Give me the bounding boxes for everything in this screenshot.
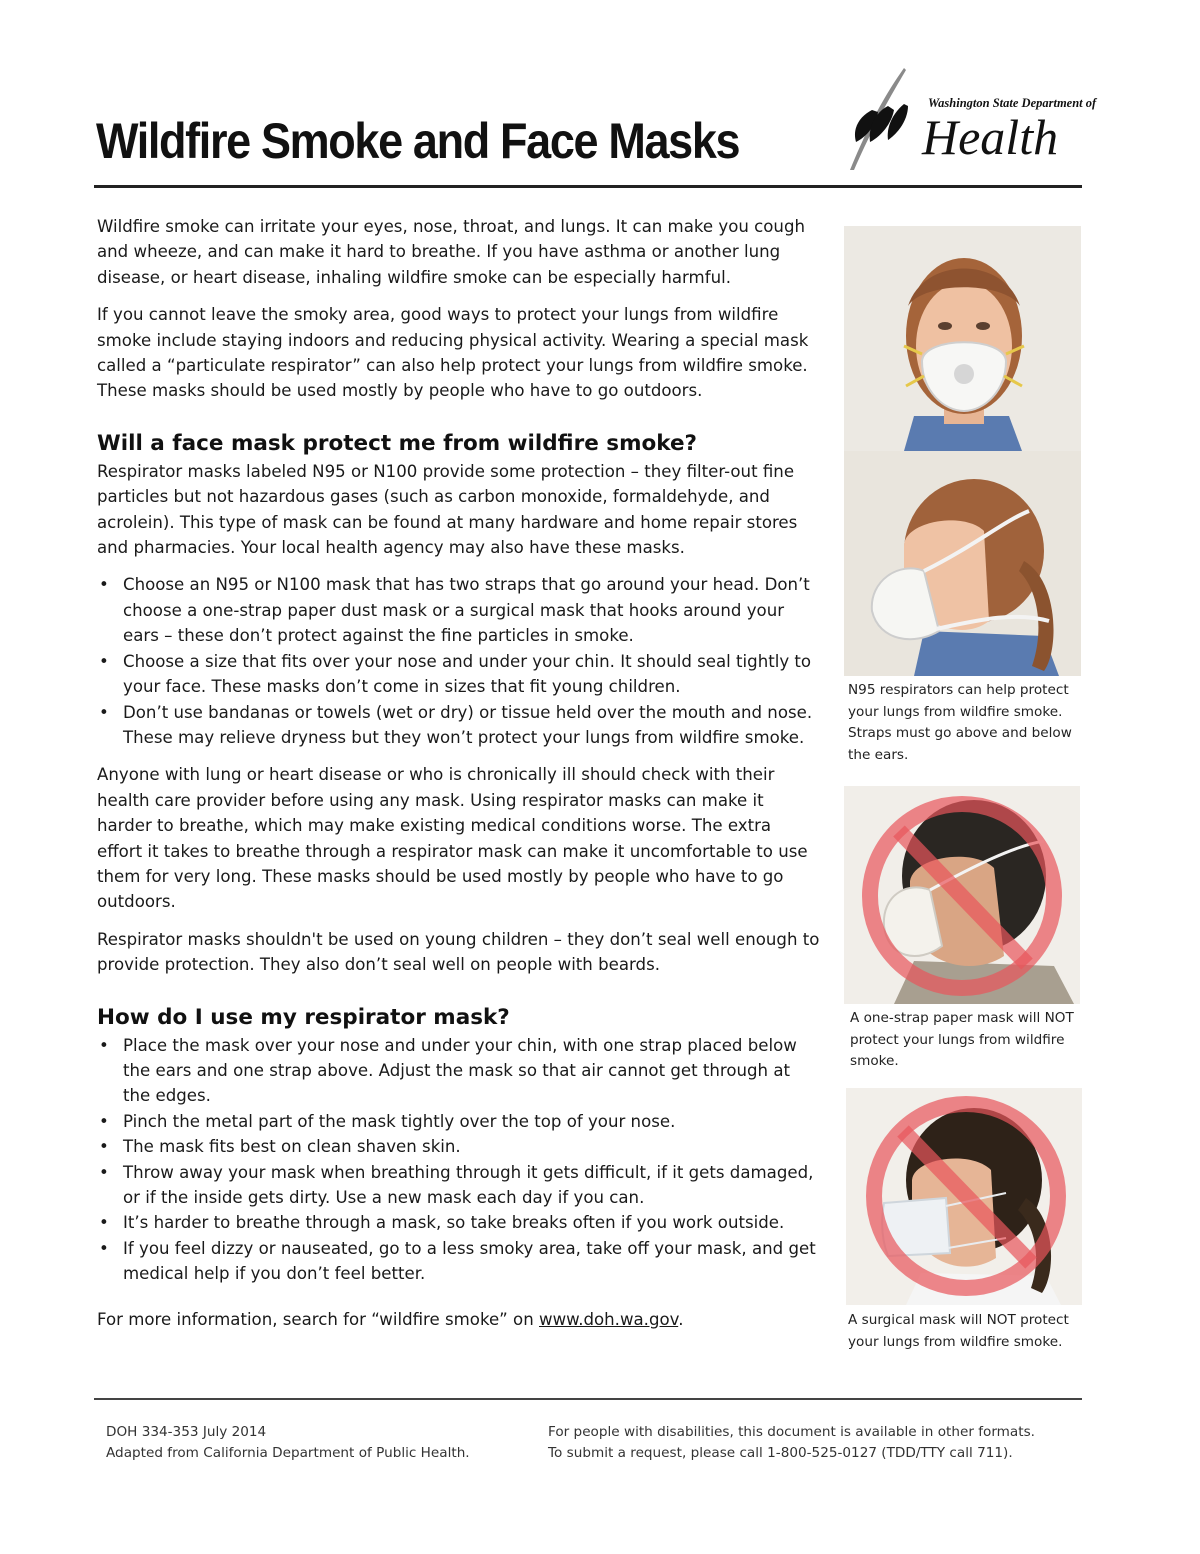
more-info-line: For more information, search for “wildfire smoke” on www.doh.wa.gov. [97,1309,684,1329]
photo-one-strap-prohibited [844,786,1080,1004]
feather-logo-icon [842,66,932,176]
photo-n95-front [844,226,1081,451]
caption-surgical: A surgical mask will NOT protect your lungs from wildfire smoke. [848,1312,1069,1350]
list-item: • Choose an N95 or N100 mask that has two straps that go around your head. Don’t choose a one-strap paper dust mask or a surgical mask that hooks around your ears – these don’t protect against the fine particles in smoke. [97,572,821,648]
list-item: • Choose a size that fits over your nose and under your chin. It should seal tightly to your face. These masks don’t come in sizes that fit young children. [97,649,821,700]
document-id: DOH 334-353 July 2014 [106,1424,267,1440]
intro-paragraph-2: If you cannot leave the smoky area, good ways to protect your lungs from wildfire smoke include staying indoors and reducing physical activity. Wearing a special mask called a “particulate respirator” can also help protect your lungs from wildfire smoke. These masks should be used mostly by people who have to go outdoors. [97,305,809,401]
list-item: • Pinch the metal part of the mask tightly over the top of your nose. [97,1109,821,1134]
header-divider [94,185,1082,188]
protect-bullet-list [97,572,821,750]
footer-right [548,1422,1088,1464]
adapted-from: Adapted from California Department of Public Health. [106,1445,470,1461]
section-heading-protect: Will a face mask protect me from wildfire smoke? [97,430,698,456]
caption-one-strap: A one-strap paper mask will NOT protect your lungs from wildfire smoke. [850,1010,1074,1070]
doh-logo [842,66,1097,176]
caption-n95: N95 respirators can help protect your lungs from wildfire smoke. Straps must go above and below the ears. [848,682,1072,763]
list-item: • Place the mask over your nose and under your chin, with one strap placed below the ears and one strap above. Adjust the mask so that air cannot get through at the edges. [97,1033,821,1109]
list-item: • Don’t use bandanas or towels (wet or dry) or tissue held over the mouth and nose. These may relieve dryness but they won’t protect your lungs from wildfire smoke. [97,700,821,751]
photo-n95-side [844,451,1081,676]
accessibility-note: For people with disabilities, this document is available in other formats. [548,1424,1035,1440]
logo-health-text: Health [922,109,1059,165]
list-item: • The mask fits best on clean shaven skin. [97,1134,821,1159]
logo-department-text: Washington State Department of [928,96,1097,110]
medical-warning-paragraph: Anyone with lung or heart disease or who is chronically ill should check with their health care provider before using any mask. Using respirator masks can make it harder to breathe, which may make existing medical conditions worse. The extra effort it takes to breathe through a respirator mask can make it uncomfortable to use them for very long. These masks should be used mostly by people who have to go outdoors. [97,765,808,912]
use-bullet-list [97,1033,821,1287]
protect-paragraph: Respirator masks labeled N95 or N100 provide some protection – they filter-out fine particles but not hazardous gases (such as carbon monoxide, formaldehyde, and acrolein). This type of mask can be found at many hardware and home repair stores and pharmacies. Your local health agency may also have these masks. [97,461,798,558]
list-item: • It’s harder to breathe through a mask, so take breaks often if you work outside. [97,1210,821,1235]
photo-surgical-prohibited [846,1088,1082,1305]
intro-paragraph-1: Wildfire smoke can irritate your eyes, nose, throat, and lungs. It can make you cough and wheeze, and can make it hard to breathe. If you have asthma or another lung disease, or heart disease, inhaling wildfire smoke can be especially harmful. [97,217,805,287]
list-item: • Throw away your mask when breathing through it gets difficult, if it gets damaged, or if the inside gets dirty. Use a new mask each day if you can. [97,1160,821,1211]
footer-left [106,1422,536,1464]
accessibility-phone: To submit a request, please call 1-800-525-0127 (TDD/TTY call 711). [548,1445,1013,1461]
page-title: Wildfire Smoke and Face Masks [96,113,740,169]
children-warning-paragraph: Respirator masks shouldn't be used on young children – they don’t seal well enough to provide protection. They also don’t seal well on people with beards. [97,929,820,975]
main-content [97,214,821,1344]
list-item: • If you feel dizzy or nauseated, go to a less smoky area, take off your mask, and get medical help if you don’t feel better. [97,1236,821,1287]
section-heading-use: How do I use my respirator mask? [97,1004,510,1030]
doh-website-link[interactable]: www.doh.wa.gov [539,1309,679,1329]
footer-divider [94,1398,1082,1400]
